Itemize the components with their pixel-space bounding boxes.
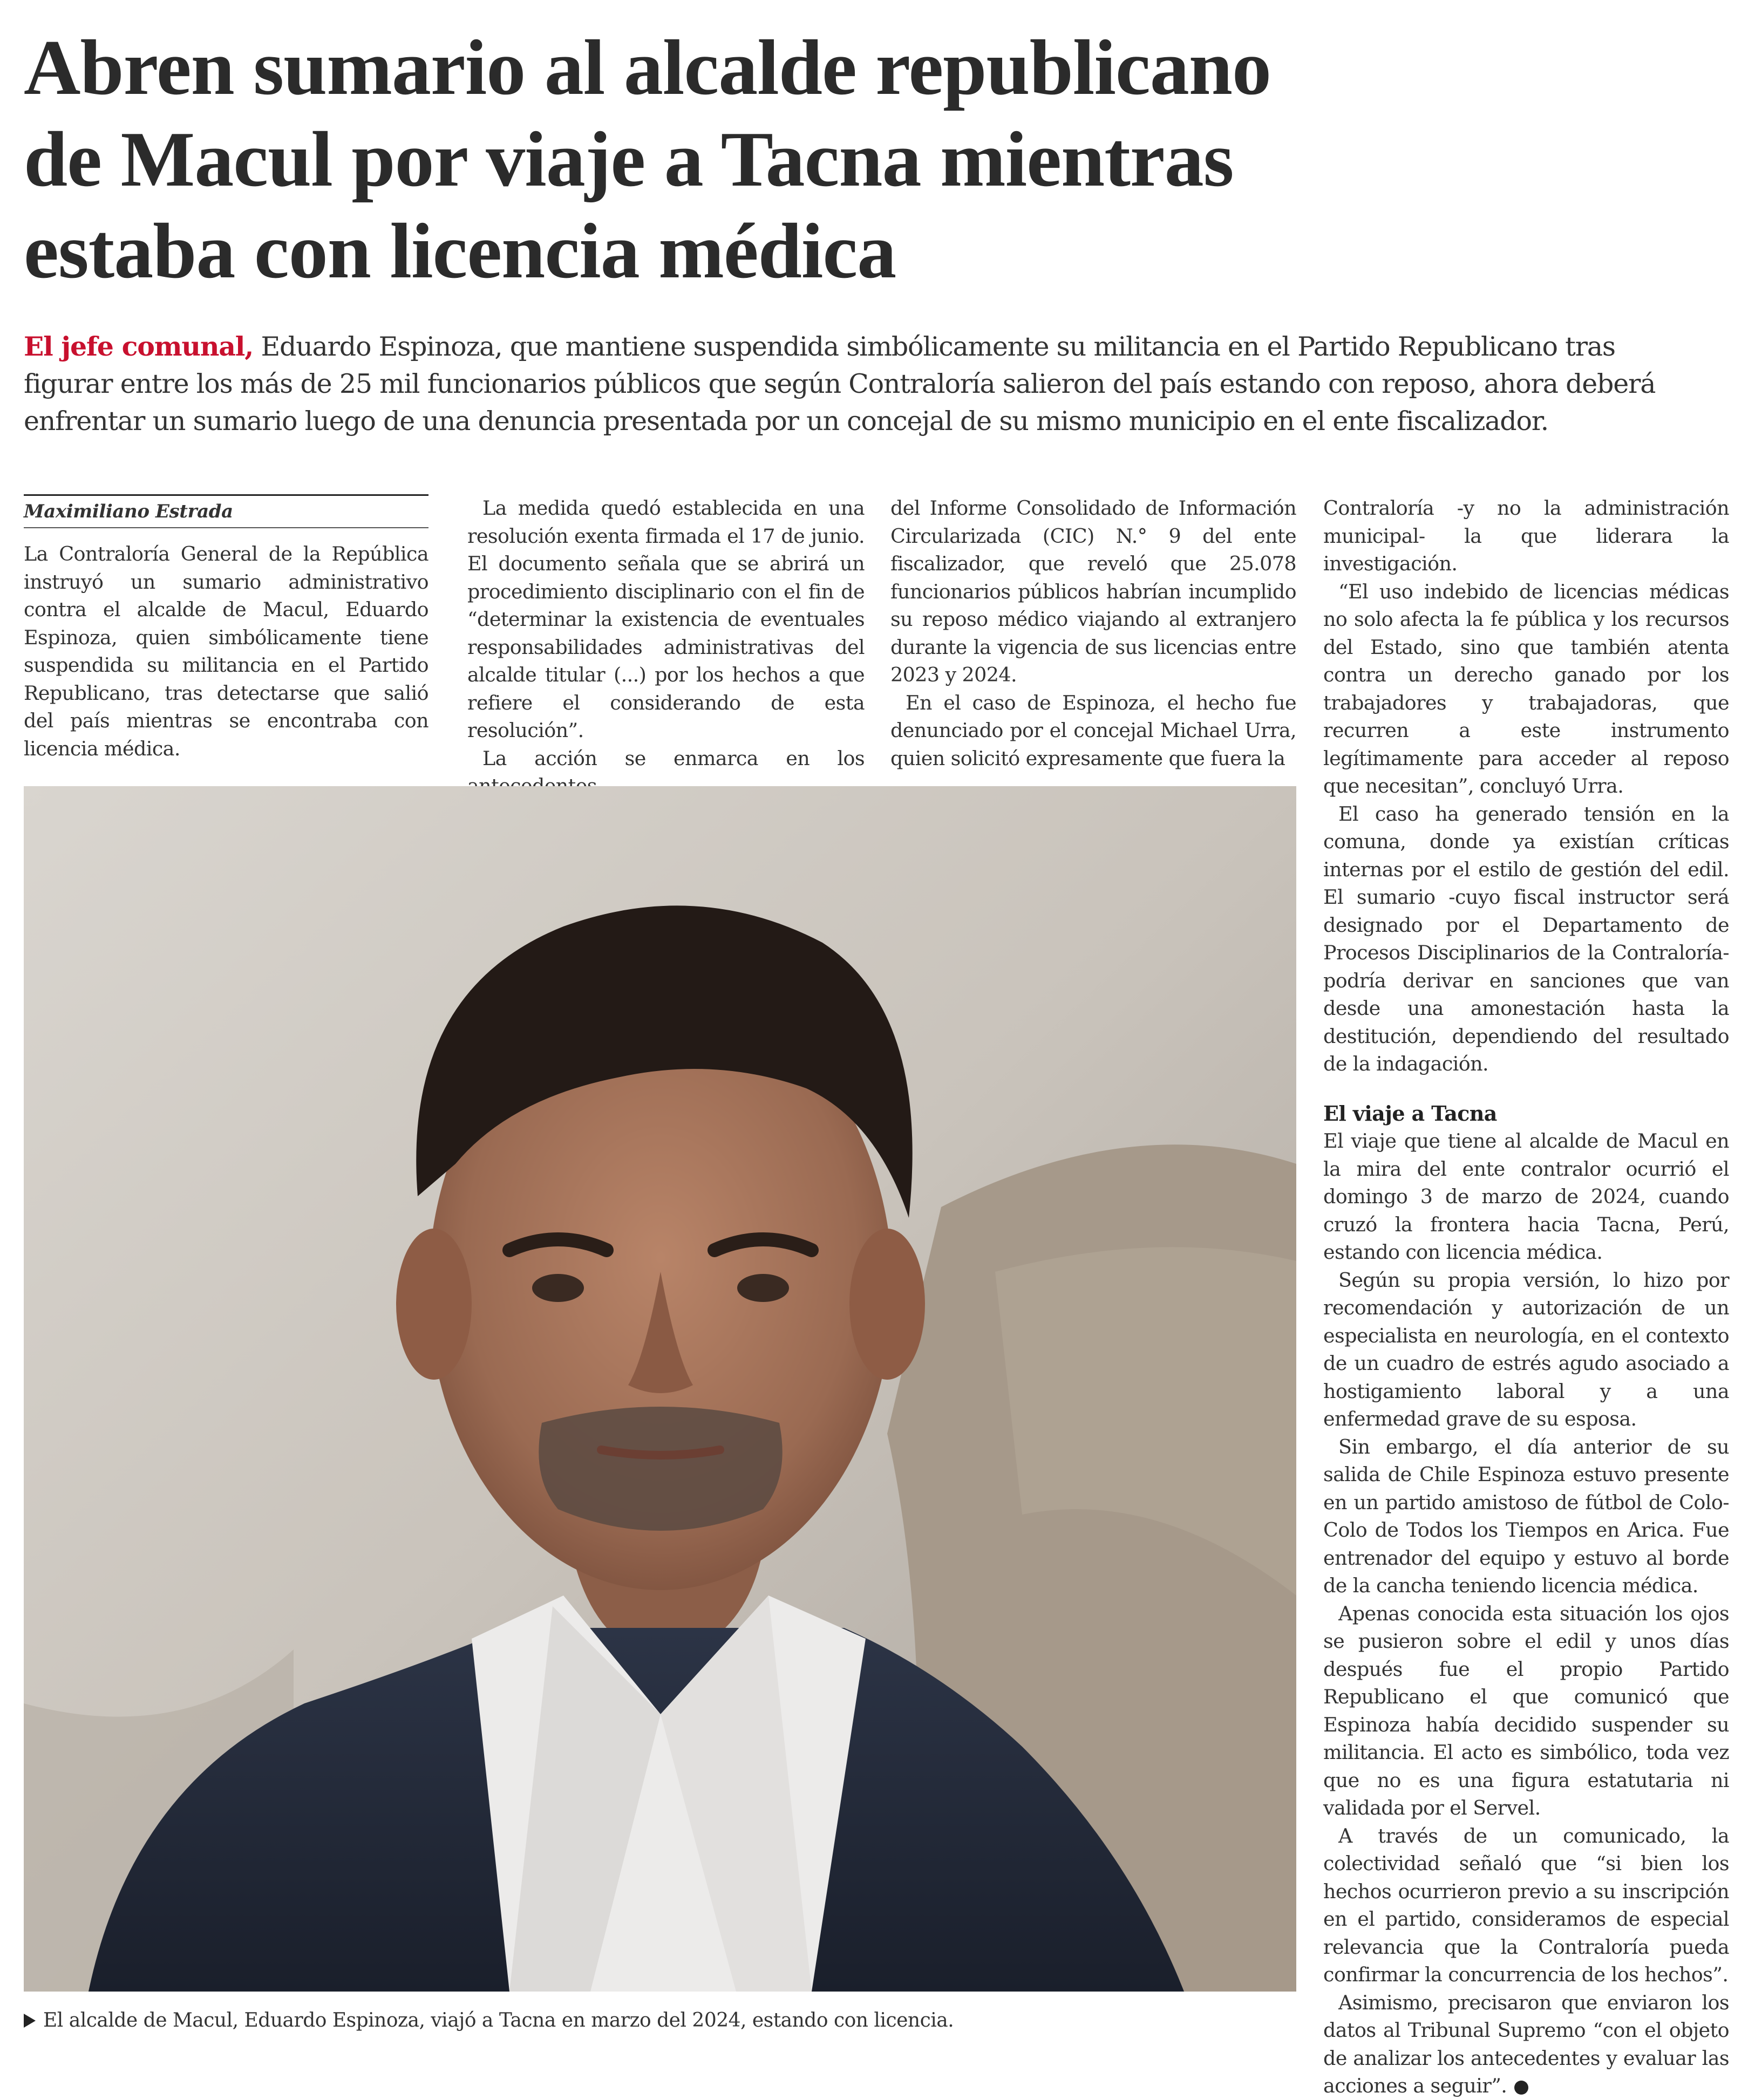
- column-3: [890, 494, 1296, 772]
- lead-line-rest: Eduardo Espinoza, que mantiene suspendida simbólicamente su militancia en el Partido Republicano tras: [253, 331, 1615, 362]
- headline-line: Abren sumario al alcalde republicano: [24, 24, 1271, 111]
- portrait-illustration: [24, 786, 1296, 1992]
- article-photo: [24, 786, 1296, 1992]
- lead-line: figurar entre los más de 25 mil funcionarios públicos que según Contraloría salieron del país estando con reposo, ahora deberá: [24, 369, 1656, 399]
- body-paragraph: Según su propia versión, lo hizo por recomendación y autorización de un especialista en neurología, en el contexto de un cuadro de estrés agudo asociado a hostigamiento laboral y a una enfermedad grave de su esposa.: [1323, 1268, 1729, 1430]
- photo-caption: [24, 2007, 1297, 2034]
- body-paragraph: La acción se enmarca en los: [482, 746, 865, 770]
- body-paragraph: La Contraloría General de la República instruyó un sumario administrativo contra el alcalde de Macul, Eduardo Espinoza, quien simbólicamente tiene suspendida su militancia en el Partido Republicano, tras detectarse que salió del país mientras se encontraba con licencia médica.: [24, 542, 428, 760]
- end-of-article-dot-icon: [1514, 2081, 1528, 2095]
- last-paragraph-text: Asimismo, precisaron que enviaron los datos al Tribunal Supremo “con el objeto de analizar los antecedentes y evaluar las acciones a seguir”.: [1323, 1990, 1729, 2097]
- body-paragraph: El viaje que tiene al alcalde de Macul en la mira del ente contralor ocurrió el domingo 3 de marzo de 2024, cuando cruzó la frontera hacia Tacna, Perú, estando con licencia médica.: [1323, 1129, 1729, 1264]
- byline: Maximiliano Estrada: [24, 494, 428, 528]
- body-paragraph: A través de un comunicado, la colectividad señaló que “si bien los hechos ocurrieron previo a su inscripción en el partido, consideramos de especial relevancia que la Contraloría pueda confirmar la concurrencia de los hechos”.: [1323, 1824, 1729, 1986]
- body-paragraph: La medida quedó establecida en una resolución exenta firmada el 17 de junio. El documento señala que se abrirá un procedimiento disciplinario con el fin de “determinar la existencia de eventuales responsabilidades administrativas del alcalde titular (...) por los hechos a que refiere el considerando de esta resolución”.: [467, 496, 865, 742]
- body-paragraph: El caso ha generado tensión en la comuna, donde ya existían críticas internas por el estilo de gestión del edil. El sumario -cuyo fiscal instructor será designado por el Departamento de Procesos Disciplinarios de la Contraloría- podría derivar en sanciones que van desde una amonestación hasta la destitución, dependiendo del resultado de la indagación.: [1323, 802, 1729, 1075]
- body-paragraph: Apenas conocida esta situación los ojos se pusieron sobre el edil y unos días después fue el propio Partido Republicano el que comunicó que Espinoza había decidido suspender su militancia. El acto es simbólico, toda vez que no es una figura estatutaria ni validada por el Servel.: [1323, 1601, 1729, 1819]
- caption-arrow-icon: [24, 2014, 36, 2028]
- body-paragraph: Contraloría -y no la administración municipal- la que liderara la investigación.: [1323, 496, 1729, 575]
- caption-text: El alcalde de Macul, Eduardo Espinoza, viajó a Tacna en marzo del 2024, estando con licencia.: [43, 2009, 954, 2031]
- lead-line: enfrentar un sumario luego de una denuncia presentada por un concejal de su mismo municipio en el ente fiscalizador.: [24, 406, 1548, 437]
- body-paragraph: del Informe Consolidado de Información Circularizada (CIC) N.° 9 del ente fiscalizador, que reveló que 25.078 funcionarios públicos habrían incumplido su reposo médico viajando al extranjero durante la vigencia de sus licencias entre 2023 y 2024.: [890, 496, 1296, 686]
- body-paragraph: “El uso indebido de licencias médicas no solo afecta la fe pública y los recursos del Estado, sino que también atenta contra un derecho ganado por los trabajadores y trabajadoras, que recurren a este instrumento legítimamente para acceder al reposo que necesitan”, concluyó Urra.: [1323, 579, 1729, 797]
- column-2: [467, 494, 865, 800]
- body-paragraph-last: [1323, 1989, 1729, 2100]
- column-4: [1323, 494, 1729, 2100]
- body-paragraph: Sin embargo, el día anterior de su salida de Chile Espinoza estuvo presente en un partido amistoso de fútbol de Colo-Colo de Todos los Tiempos en Arica. Fue entrenador del equipo y estuvo al borde de la cancha teniendo licencia médica.: [1323, 1435, 1729, 1597]
- headline-line: de Macul por viaje a Tacna mientras: [24, 115, 1234, 203]
- lead-paragraph: [24, 328, 1724, 440]
- subhead: El viaje a Tacna: [1323, 1101, 1497, 1126]
- column-1: [24, 494, 428, 762]
- body-paragraph: En el caso de Espinoza, el hecho fue denunciado por el concejal Michael Urra, quien solicitó expresamente que fuera la: [890, 691, 1296, 770]
- headline: [24, 22, 1729, 297]
- headline-line: estaba con licencia médica: [24, 207, 896, 295]
- lead-line: [24, 328, 1724, 365]
- lead-kicker: El jefe comunal,: [24, 331, 254, 362]
